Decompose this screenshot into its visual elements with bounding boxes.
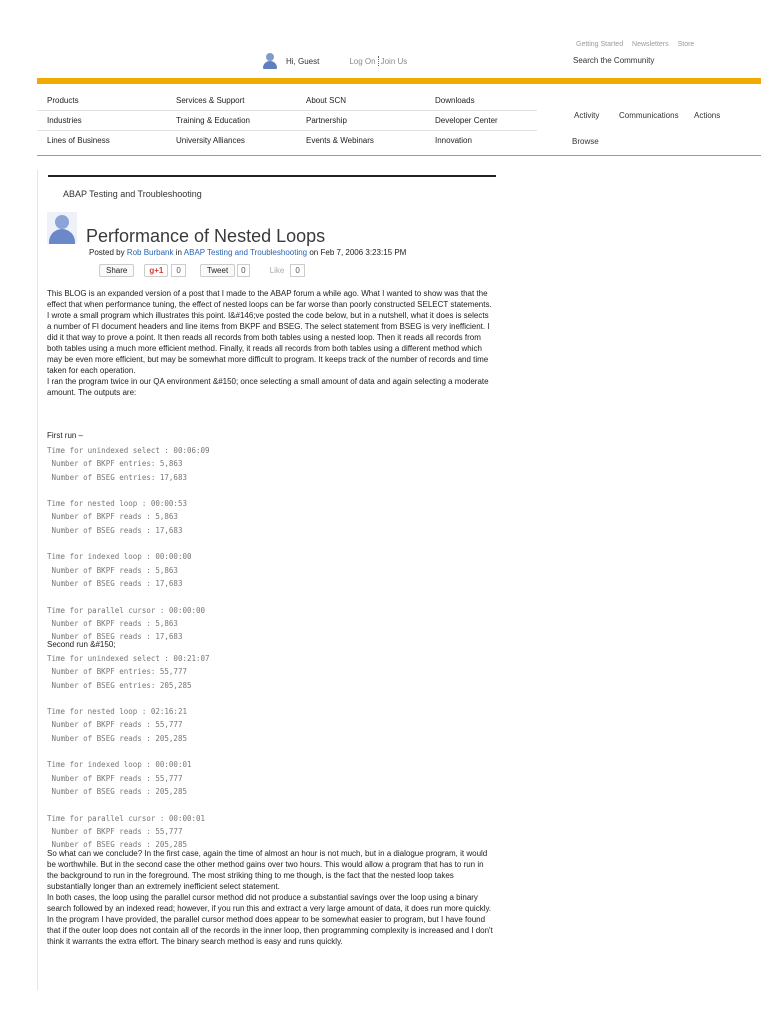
in-text: in	[175, 248, 182, 257]
output-line	[47, 590, 210, 603]
output-line: Time for unindexed select : 00:06:09	[47, 446, 210, 455]
tweet-button[interactable]: Tweet	[200, 264, 235, 277]
output-line: Number of BKPF entries: 5,863	[47, 459, 183, 469]
like-button[interactable]: Like	[269, 266, 285, 275]
article-conclusion	[47, 848, 495, 947]
top-links	[576, 41, 701, 48]
user-bar	[262, 53, 407, 69]
space-link[interactable]: ABAP Testing and Troubleshooting	[183, 248, 308, 257]
tab-actions[interactable]: Actions	[694, 111, 721, 120]
nav-events-webinars[interactable]: Events & Webinars	[306, 136, 374, 145]
post-date: on Feb 7, 2006 3:23:15 PM	[309, 248, 407, 257]
content-divider	[48, 175, 496, 177]
output-line: Number of BSEG entries: 205,285	[47, 680, 192, 690]
breadcrumb[interactable]: ABAP Testing and Troubleshooting	[63, 189, 202, 199]
output-line	[47, 798, 210, 811]
user-icon	[262, 53, 278, 69]
output-line	[47, 484, 210, 497]
output-line: Time for nested loop : 00:00:53	[47, 499, 187, 509]
tab-browse[interactable]: Browse	[572, 137, 599, 146]
nav-innovation[interactable]: Innovation	[435, 136, 472, 145]
paragraph: So what can we conclude? In the first case, again the time of almost an hour is not much, but in a dialogue program, it would be worthwhile. But in the second case the other method gains over two hours. This would allow a program that has to run in the background to run in the foreground. The most striking thing to me though, is the fact that the nested loop takes substantially longer than an extremely inefficient select statement.	[47, 849, 488, 891]
tab-communications[interactable]: Communications	[619, 111, 679, 120]
gplus-button[interactable]: g+1	[144, 264, 168, 277]
article-intro	[47, 288, 495, 398]
posted-by-prefix: Posted by	[89, 248, 125, 257]
share-button[interactable]: Share	[99, 264, 134, 277]
output-line: Number of BKPF reads : 5,863	[47, 618, 178, 628]
output-line: Number of BSEG reads : 205,285	[47, 840, 187, 850]
second-run-label: Second run &#150;	[47, 640, 116, 649]
page-title: Performance of Nested Loops	[86, 226, 326, 247]
nav-lines-of-business[interactable]: Lines of Business	[47, 136, 110, 145]
nav-developer-center[interactable]: Developer Center	[435, 116, 498, 125]
author-link[interactable]: Rob Burbank	[126, 248, 174, 257]
output-line: Number of BSEG reads : 205,285	[47, 733, 187, 743]
log-on-link[interactable]: Log On	[349, 56, 376, 66]
greeting-text: Hi, Guest	[286, 56, 320, 66]
tweet-count: 0	[237, 264, 249, 277]
output-line: Number of BSEG reads : 17,683	[47, 578, 183, 588]
search-community-label[interactable]: Search the Community	[573, 56, 655, 65]
output-line	[47, 745, 210, 758]
output-line: Number of BKPF entries: 55,777	[47, 667, 187, 677]
output-line: Number of BKPF reads : 55,777	[47, 773, 183, 783]
newsletters-link[interactable]: Newsletters	[632, 41, 669, 48]
first-run-output	[47, 444, 210, 643]
gplus-widget	[144, 264, 185, 277]
posted-by-line	[89, 248, 406, 257]
output-line: Number of BKPF reads : 55,777	[47, 720, 183, 730]
output-line	[47, 537, 210, 550]
social-bar	[99, 264, 305, 277]
output-line: Number of BKPF reads : 5,863	[47, 565, 178, 575]
getting-started-link[interactable]: Getting Started	[576, 41, 624, 48]
nav-industries[interactable]: Industries	[47, 116, 82, 125]
paragraph: I wrote a small program which illustrates this point. I&#146;ve posted the code below, but in a nutshell, what it does is selects a number of FI document headers and line items from BKPF and BSEG. The select statement from BSEG is very inefficient. I did it that way to prove a point. It then reads all records from both tables using a nested loop. Then it reads all records from both tables using a much more efficient method. Finally, it reads all records from both tables using a different method which may be even more efficient, but may be somewhat more difficult to program. It keeps track of the number of records and time taken for each operation.	[47, 311, 490, 375]
output-line	[47, 692, 210, 705]
nav-university-alliances[interactable]: University Alliances	[176, 136, 245, 145]
tab-activity[interactable]: Activity	[574, 111, 600, 120]
first-run-label: First run –	[47, 431, 84, 440]
second-run-output	[47, 652, 210, 851]
output-line: Time for nested loop : 02:16:21	[47, 707, 187, 717]
like-count: 0	[290, 264, 304, 277]
nav-products[interactable]: Products	[47, 96, 79, 105]
nav-about-scn[interactable]: About SCN	[306, 96, 347, 105]
divider	[378, 56, 379, 66]
author-avatar[interactable]	[47, 212, 77, 244]
join-us-link[interactable]: Join Us	[380, 56, 408, 66]
output-line: Time for parallel cursor : 00:00:01	[47, 813, 206, 823]
output-line: Number of BSEG reads : 17,683	[47, 632, 183, 642]
output-line: Number of BKPF reads : 55,777	[47, 826, 183, 836]
tweet-widget	[200, 264, 250, 277]
paragraph: This BLOG is an expanded version of a post that I made to the ABAP forum a while ago. What I wanted to show was that the effect that when performance tuning, the effect of nested loops can be far worse than poorly constructed SELECT statements.	[47, 289, 492, 309]
output-line: Time for unindexed select : 00:21:07	[47, 654, 210, 663]
output-line: Number of BSEG reads : 205,285	[47, 786, 187, 796]
content-left-rule	[37, 170, 38, 990]
nav-downloads[interactable]: Downloads	[435, 96, 475, 105]
output-line: Time for indexed loop : 00:00:00	[47, 552, 192, 562]
paragraph: In both cases, the loop using the parallel cursor method did not produce a substantial savings over the loop using a binary search followed by an indexed read; however, if you run this and extract a very large amount of data, it does run more quickly. In the program I have provided, the parallel cursor method does appear to be somewhat easier to program, but I have found that if the outer loop does not contain all of the records in the inner loop, then programming complexity is increased and I don't think it warrants the extra effort. The binary search method is easy and runs quickly.	[47, 893, 493, 946]
output-line: Time for indexed loop : 00:00:01	[47, 760, 192, 770]
main-nav	[37, 92, 761, 156]
output-line: Number of BSEG entries: 17,683	[47, 472, 187, 482]
gplus-count: 0	[171, 264, 185, 277]
output-line: Number of BSEG reads : 17,683	[47, 525, 183, 535]
brand-bar	[37, 78, 761, 84]
nav-training-education[interactable]: Training & Education	[176, 116, 250, 125]
output-line: Time for parallel cursor : 00:00:00	[47, 605, 206, 615]
paragraph: I ran the program twice in our QA environment &#150; once selecting a small amount of data and again selecting a moderate amount. The outputs are:	[47, 377, 489, 397]
nav-services-support[interactable]: Services & Support	[176, 96, 245, 105]
output-line: Number of BKPF reads : 5,863	[47, 512, 178, 522]
like-widget	[270, 264, 305, 277]
nav-partnership[interactable]: Partnership	[306, 116, 347, 125]
store-link[interactable]: Store	[677, 41, 695, 48]
